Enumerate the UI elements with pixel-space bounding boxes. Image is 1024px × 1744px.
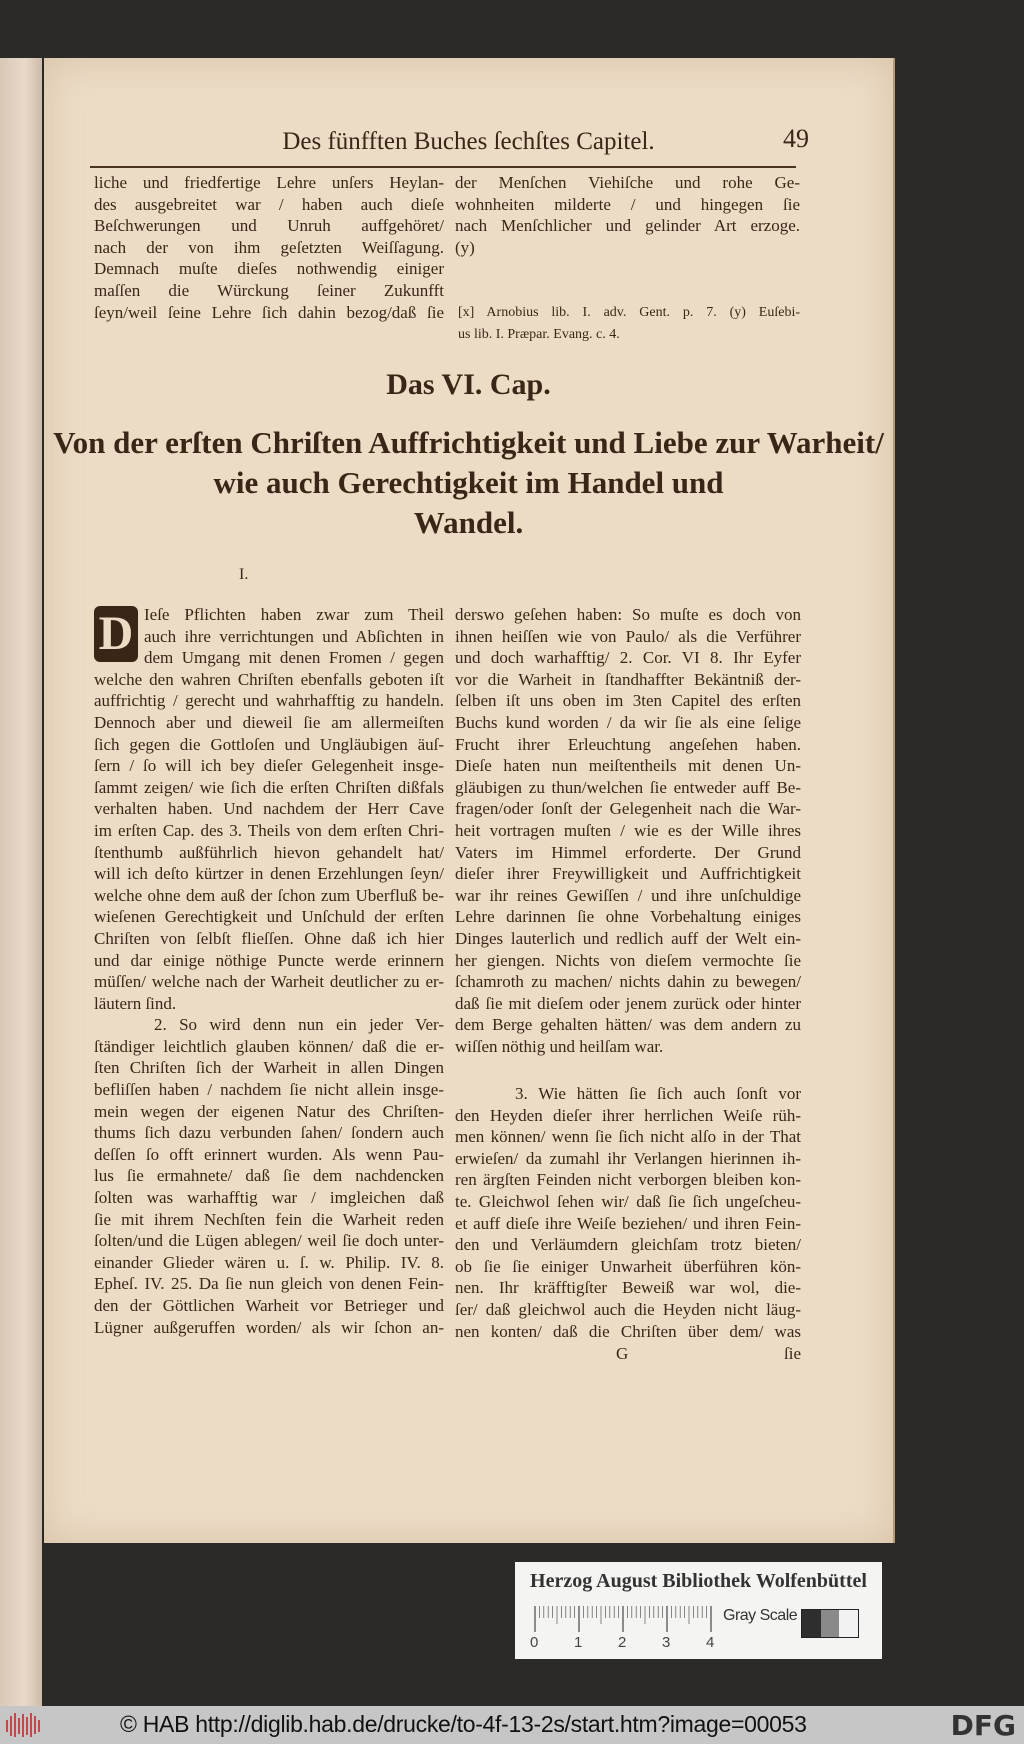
footer-bar	[0, 1706, 1024, 1744]
text-line: deſſen ſo offt erinnert wurden. Als wenn Pau-	[94, 1144, 444, 1164]
text-line: 3. Wie hätten ſie ſich auch ſonſt vor	[515, 1084, 801, 1103]
copyright-url[interactable]: © HAB http://diglib.hab.de/drucke/to-4f-13-2s/start.htm?image=00053	[120, 1711, 807, 1737]
text-line: gläubigen zu thun/welchen ſie entweder auff Be-	[455, 777, 801, 797]
chapter-title-line: wie auch Gerechtigkeit im Handel und	[213, 465, 724, 500]
text-line: und doch warhafftig/ 2. Cor. VI 8. Ihr Eyfer	[455, 648, 801, 668]
page-number: 49	[783, 124, 809, 153]
text-line: us lib. I. Præpar. Evang. c. 4.	[458, 326, 620, 342]
text-line: Buchs kund worden / da wir ſie als eine ſelige	[455, 712, 801, 732]
text-line: Dieſe haten nun meiſtentheils mit denen Un-	[455, 756, 801, 776]
text-line: Ieſe Pflichten haben zwar zum Theil	[144, 605, 444, 624]
text-line: nach der von ihm geſetzten Weiſſagung.	[94, 237, 444, 257]
text-line: Dennoch aber und dieweil ſie am allermeiſten	[94, 712, 444, 732]
chapter-number: Das VI. Cap.	[386, 368, 551, 401]
body-left-column	[94, 604, 444, 1338]
text-line: der Menſchen Viehiſche und rohe Ge-	[455, 173, 800, 192]
gray-swatch	[821, 1610, 840, 1637]
text-line: befliſſen haben / nachdem ſie nicht allein insge-	[94, 1080, 444, 1100]
running-title: Des fünfften Buches ſechſtes Capitel.	[282, 128, 655, 155]
gray-swatch	[802, 1610, 821, 1637]
text-line: verhalten haben. Und nachdem der Herr Cave	[94, 799, 444, 819]
gray-scale-label: Gray Scale	[723, 1607, 798, 1624]
text-line: ren ärgſten Feinden nicht verborgen bleiben kon-	[455, 1170, 801, 1190]
text-line: dem Berge gehalten hätten/ was dem andern zu	[455, 1015, 801, 1035]
hab-logo-icon	[4, 1712, 46, 1738]
text-line: ſie mit ihrem Nechſten fein die Warheit reden	[94, 1209, 444, 1229]
ruler-number: 2	[618, 1634, 627, 1651]
text-line: und dar einige nöthige Puncte werde erinnern	[94, 950, 444, 970]
text-line: ſten Chriſten ſich der Warheit in allen Dingen	[94, 1058, 444, 1078]
text-line: (y)	[455, 237, 475, 257]
text-line: ſelben iſt uns oben im 3ten Capitel des erſten	[455, 691, 801, 711]
text-line: läutern ſind.	[94, 993, 177, 1013]
text-line: dieſer ihrer Freywilligkeit und Auffrichtigkeit	[455, 864, 801, 884]
section-number: I.	[239, 566, 249, 583]
text-line: ſer/ daß gleichwol auch die Heyden nicht läug-	[455, 1299, 801, 1319]
text-line: wiſſen nöthig und heilſam war.	[455, 1036, 664, 1056]
dfg-logo: DFG	[950, 1709, 1016, 1742]
text-line: Dinges lauterlich und redlich auff der Welt ein-	[455, 928, 801, 948]
footnotes	[458, 303, 800, 346]
text-line: her giengen. Nichts von dieſem vermochte ſie	[455, 950, 801, 970]
text-line: te. Gleichwol ſehen wir/ daß ſie ſich ungeſcheu-	[455, 1191, 801, 1211]
text-line: dem Umgang mit denen Fromen / gegen	[144, 648, 444, 668]
text-line: derswo geſehen haben: So muſte es doch von	[455, 605, 801, 624]
ruler-number: 3	[662, 1634, 671, 1651]
text-line: auch ihre verrichtungen und Abſichten in	[144, 626, 444, 646]
text-line: men können/ wenn ſie ſich nicht alſo in der That	[455, 1127, 801, 1147]
text-line: daß ſie mit dieſem oder jenem zurück oder hinter	[455, 993, 801, 1013]
text-line: nen. Ihr kräfftigſter Beweiß war wol, die-	[455, 1278, 801, 1298]
book-page	[44, 58, 895, 1543]
text-line: Demnach muſte dieſes nothwendig einiger	[94, 259, 444, 279]
text-line: den Heyden dieſer ihrer herrlichen Weiſe rüh-	[455, 1105, 801, 1125]
text-line: ob ſie ſie einiger Unwarheit überführen kön-	[455, 1256, 801, 1276]
text-line: einander Glieder wären u. ſ. w. Philip. IV. 8.	[94, 1252, 444, 1272]
text-line: fragen/oder ſonſt der Gelegenheit nach die War-	[455, 799, 801, 819]
text-line: nach Menſchlicher und gelinder Art erzoge.	[455, 216, 800, 236]
ruler-scale	[533, 1604, 713, 1634]
text-line: ſtändiger leichtlich glauben können/ daß die er-	[94, 1036, 444, 1056]
text-line: müſſen/ welche nach der Warheit deutlicher zu er-	[94, 972, 444, 992]
ruler-number: 4	[706, 1634, 715, 1651]
text-line: liche und friedfertige Lehre unſers Heylan-	[94, 173, 444, 192]
text-line: welche ohne dem auß der ſchon zum Uberfluß be-	[94, 885, 444, 905]
text-line: ſchamroth zu machen/ nichts dahin zu bewegen/	[455, 972, 801, 992]
text-line: heit vortragen muſten / wie es der Wille ihres	[455, 820, 801, 840]
text-line: des ausgebreitet war / haben auch dieſe	[94, 194, 444, 214]
text-line: mein wegen der eigenen Natur des Chriſten-	[94, 1101, 444, 1121]
text-line: Lügner außgeruffen worden/ als wir ſchon an-	[94, 1317, 444, 1337]
top-left-column	[94, 172, 444, 323]
catchword: ſie	[784, 1344, 801, 1363]
body-right-column-continued	[455, 1083, 801, 1342]
gray-scale-swatch	[801, 1609, 859, 1638]
gray-swatch	[839, 1610, 858, 1637]
text-line: ſolten/und die Lügen ablegen/ weil ſie doch unter-	[94, 1231, 444, 1251]
text-line: will ich deſto kürtzer in denen Erzehlungen ſeyn/	[94, 864, 444, 884]
text-line: im erſten Cap. des 3. Theils von dem erſten Chri-	[94, 820, 444, 840]
text-line: maſſen die Würckung ſeiner Zukunfft	[94, 280, 444, 300]
header-rule	[90, 166, 796, 168]
library-name: Herzog August Bibliothek Wolfenbüttel	[530, 1570, 867, 1592]
chapter-title-line: Wandel.	[413, 505, 524, 540]
text-line: erwieſen/ da zumahl ihr Verlangen hierinnen ih-	[455, 1148, 801, 1168]
text-line: auffrichtig / gerecht und wahrhafftig zu handeln.	[94, 691, 444, 711]
text-line: 2. So wird denn nun ein jeder Ver-	[154, 1015, 444, 1035]
ruler-number: 0	[530, 1634, 539, 1651]
text-line: ſammt zeigen/ wie ſich die erſten Chriſten dißfals	[94, 777, 444, 797]
adjacent-page-edge	[0, 0, 42, 1706]
text-line: lus ſie ermahnete/ daß ſie dem nachdencken	[94, 1166, 444, 1186]
body-right-column	[455, 604, 801, 1057]
text-line: ihnen heiſſen wie von Paulo/ als die Verführer	[455, 626, 801, 646]
decorated-initial: D	[94, 606, 138, 662]
text-line: ſern / ſo will ich bey dieſer Gelegenheit insge-	[94, 756, 444, 776]
text-line: ſeyn/weil ſeine Lehre ſich dahin bezog/daß ſie	[94, 302, 444, 322]
text-line: ſtenthumb außführlich hievon gehandelt hat/	[94, 842, 444, 862]
text-line: ſich gegen die Gottloſen und Ungläubigen äuſ-	[94, 734, 444, 754]
text-line: war ihr reines Gewiſſen / und ihre unſchuldige	[455, 885, 801, 905]
top-right-column	[455, 172, 800, 258]
text-line: Beſchwerungen und Unruh auffgehöret/	[94, 216, 444, 236]
text-line: den der Göttlichen Warheit vor Betrieger und	[94, 1296, 444, 1315]
text-line: nen konten/ daß die Chriſten über dem/ was	[455, 1321, 801, 1341]
chapter-title-line: Von der erſten Chriſten Auffrichtigkeit und Liebe zur Warheit/	[53, 425, 884, 460]
text-line: Vaters im Himmel erforderte. Der Grund	[455, 842, 801, 862]
text-line: wohnheiten milderte / und hingegen ſie	[455, 194, 800, 214]
ruler-number: 1	[574, 1634, 583, 1651]
text-line: vor die Warheit in ſtandhaffter Bekäntniß der-	[455, 669, 801, 689]
background	[0, 0, 42, 58]
text-line: Epheſ. IV. 25. Da ſie nun gleich von denen Fein-	[94, 1274, 444, 1294]
library-color-scale-label	[515, 1562, 882, 1659]
text-line: et auff dieſe ihre Weiſe beziehen/ und ihren Fein-	[455, 1213, 801, 1233]
text-line: [x] Arnobius lib. I. adv. Gent. p. 7. (y) Euſebi-	[458, 305, 800, 320]
text-line: den und Verläumdern gleichſam trotz bieten/	[455, 1235, 801, 1255]
signature-mark: G	[616, 1344, 629, 1363]
chapter-title	[44, 423, 893, 543]
text-line: welche den wahren Chriſten ebenfalls geboten iſt	[94, 669, 444, 689]
text-line: thums ſich dazu verbunden ſahen/ ſondern auch	[94, 1123, 444, 1143]
text-line: Frucht ihrer Erleuchtung angeſehen haben.	[455, 734, 801, 754]
text-line: wieſenen Gerechtigkeit und Unſchuld der erſten	[94, 907, 444, 927]
text-line: ſolten was warhafftig war / imgleichen daß	[94, 1188, 444, 1208]
text-line: Lehre darinnen ſie ohne Vorbehaltung einiges	[455, 907, 801, 927]
text-line: Chriſten von ſelbſt flieſſen. Ohne daß ich hier	[94, 928, 444, 948]
